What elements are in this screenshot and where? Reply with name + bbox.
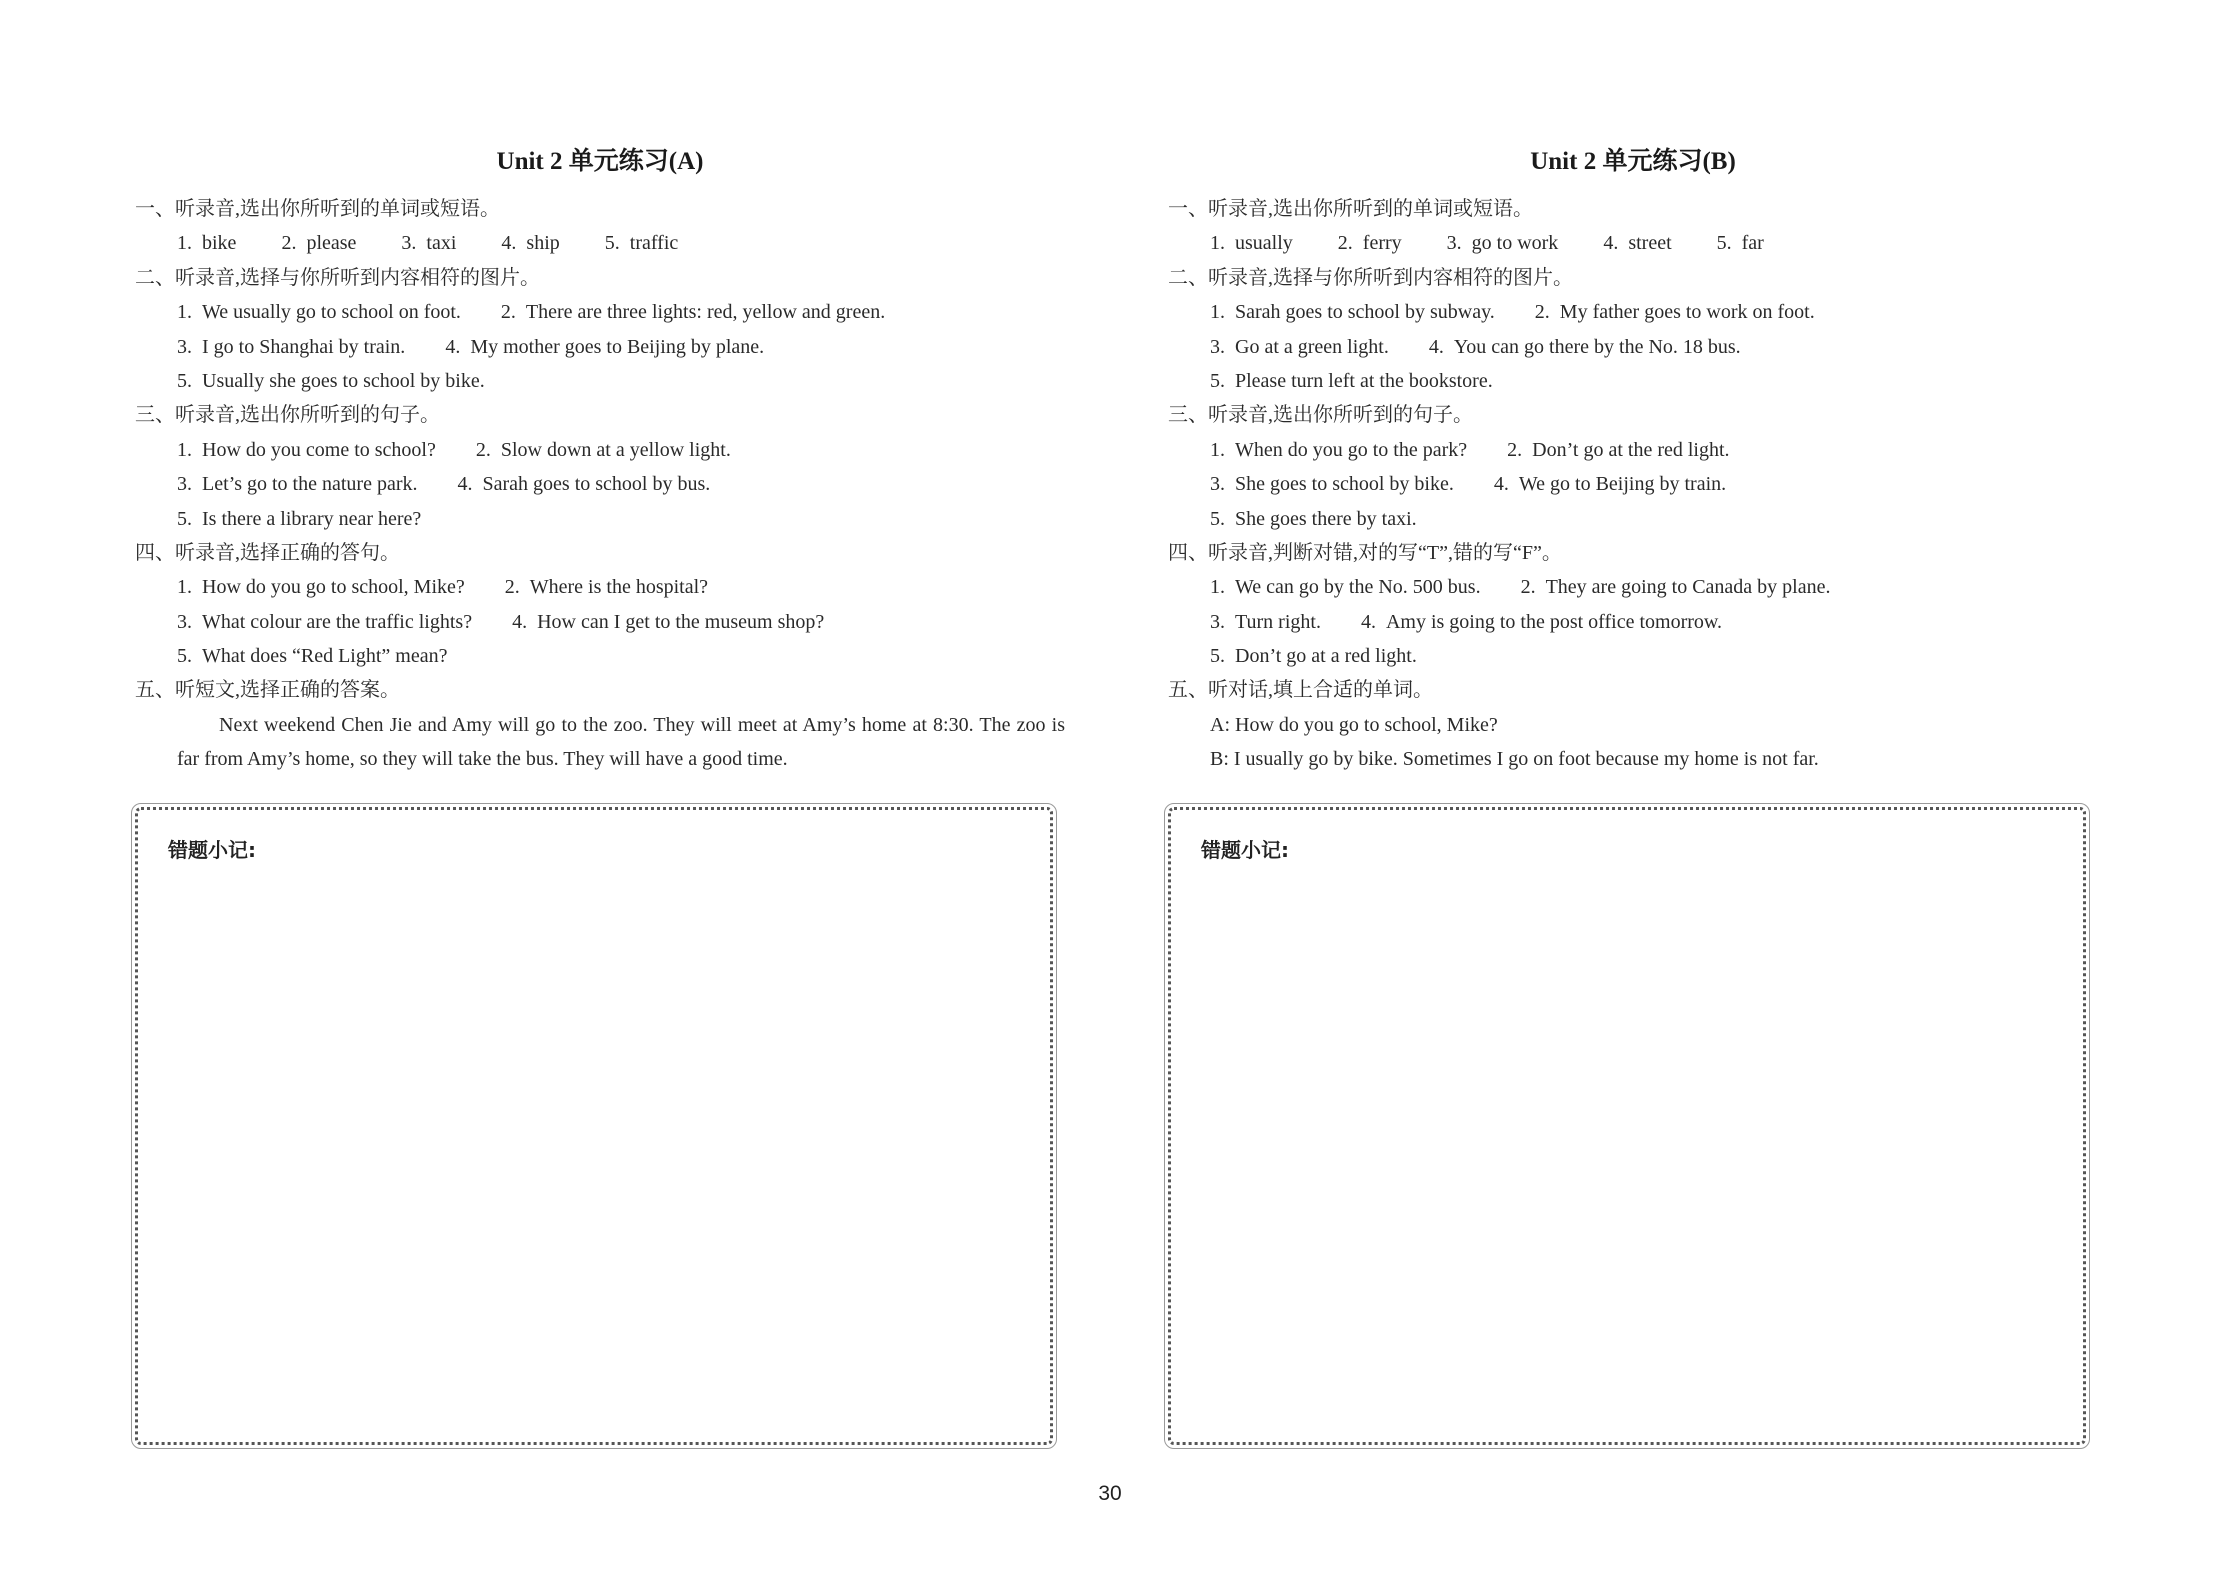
- a-section-1-items: [135, 226, 1065, 260]
- exercise-a-title: Unit 2 单元练习(A): [496, 148, 704, 175]
- mistake-notes-label: 错题小记:: [1201, 838, 1289, 862]
- b-section-5-heading: 五、听对话,填上合适的单词。: [1168, 679, 1433, 702]
- list-item: 2. please: [281, 232, 357, 255]
- list-item: 4. ship: [501, 232, 560, 255]
- b-section-3-heading: 三、听录音,选出你所听到的句子。: [1168, 404, 1473, 427]
- list-item: 5. far: [1716, 232, 1764, 255]
- list-item: 3. She goes to school by bike. 4. We go to Beijing by train.: [1210, 473, 1727, 496]
- a-section-5-heading: 五、听短文,选择正确的答案。: [135, 679, 400, 702]
- list-item: 1. bike: [177, 232, 237, 255]
- list-item: 5. Is there a library near here?: [177, 507, 422, 530]
- list-item: 1. Sarah goes to school by subway. 2. My father goes to work on foot.: [1210, 301, 1815, 324]
- dialog-line-b: B: I usually go by bike. Sometimes I go on foot because my home is not far.: [1210, 748, 1819, 771]
- b-section-4-heading: 四、听录音,判断对错,对的写“T”,错的写“F”。: [1168, 541, 1562, 564]
- mistake-notes-label: 错题小记:: [168, 838, 256, 862]
- a-section-2-heading: 二、听录音,选择与你所听到内容相符的图片。: [135, 266, 540, 289]
- exercise-b: [1168, 140, 2098, 777]
- exercise-a: [135, 140, 1065, 777]
- list-item: 1. How do you go to school, Mike? 2. Where is the hospital?: [177, 576, 709, 599]
- mistake-notes-box-b[interactable]: [1168, 807, 2086, 1445]
- mistake-notes-box-a[interactable]: [135, 807, 1053, 1445]
- b-section-1-heading: 一、听录音,选出你所听到的单词或短语。: [1168, 198, 1533, 220]
- a-section-3-heading: 三、听录音,选出你所听到的句子。: [135, 404, 440, 427]
- page-number: 30: [1098, 1482, 1122, 1505]
- list-item: 1. We can go by the No. 500 bus. 2. They are going to Canada by plane.: [1210, 576, 1831, 599]
- list-item: 1. usually: [1210, 232, 1293, 255]
- list-item: 3. Go at a green light. 4. You can go there by the No. 18 bus.: [1210, 335, 1741, 358]
- a-section-1-heading: 一、听录音,选出你所听到的单词或短语。: [135, 198, 500, 220]
- a-listening-passage: Next weekend Chen Jie and Amy will go to the zoo. They will meet at Amy’s home at 8:30. The zoo is far from Amy’s home, so they will take the bus. They will have a good time.: [177, 713, 1065, 771]
- list-item: 1. When do you go to the park? 2. Don’t go at the red light.: [1210, 438, 1730, 461]
- b-section-1-items: [1168, 226, 2098, 260]
- list-item: 3. Let’s go to the nature park. 4. Sarah goes to school by bus.: [177, 473, 711, 496]
- list-item: 5. Please turn left at the bookstore.: [1210, 369, 1493, 392]
- list-item: 5. traffic: [604, 232, 679, 255]
- exercise-b-title: Unit 2 单元练习(B): [1530, 148, 1736, 175]
- list-item: 1. How do you come to school? 2. Slow down at a yellow light.: [177, 438, 731, 461]
- a-section-4-heading: 四、听录音,选择正确的答句。: [135, 541, 400, 564]
- list-item: 3. go to work: [1446, 232, 1559, 255]
- list-item: 3. taxi: [401, 232, 457, 255]
- list-item: 5. She goes there by taxi.: [1210, 507, 1417, 530]
- b-section-2-heading: 二、听录音,选择与你所听到内容相符的图片。: [1168, 266, 1573, 289]
- list-item: 2. ferry: [1337, 232, 1402, 255]
- list-item: 3. I go to Shanghai by train. 4. My mother goes to Beijing by plane.: [177, 335, 765, 358]
- list-item: 1. We usually go to school on foot. 2. There are three lights: red, yellow and green.: [177, 301, 886, 324]
- list-item: 5. Usually she goes to school by bike.: [177, 369, 485, 392]
- list-item: 4. street: [1603, 232, 1672, 255]
- list-item: 5. Don’t go at a red light.: [1210, 645, 1417, 668]
- list-item: 3. What colour are the traffic lights? 4. How can I get to the museum shop?: [177, 610, 825, 633]
- list-item: 5. What does “Red Light” mean?: [177, 645, 448, 668]
- list-item: 3. Turn right. 4. Amy is going to the post office tomorrow.: [1210, 610, 1723, 633]
- dialog-line-a: A: How do you go to school, Mike?: [1210, 713, 1498, 736]
